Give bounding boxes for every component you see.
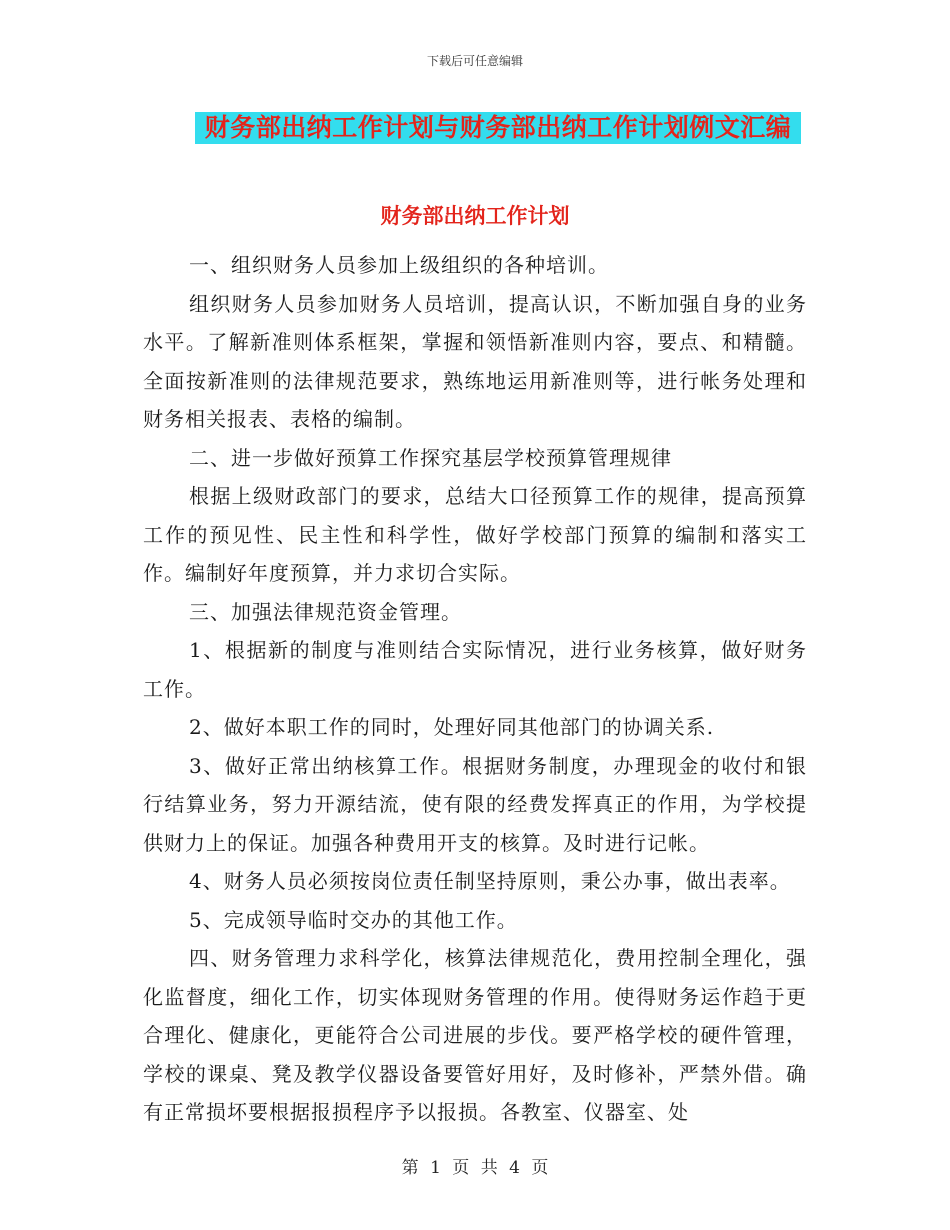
paragraph-item-4: 4、财务人员必须按岗位责任制坚持原则，秉公办事，做出表率。 bbox=[189, 869, 791, 893]
paragraph-heading-4: 四、财务管理力求科学化，核算法律规范化，费用控制全理化，强化监督度，细化工作，切实体现财务管理的作用。使得财务运作趋于更合理化、健康化，更能符合公司进展的步伐。要严格学校的硬件管理，学校的课桌、凳及教学仪器设备要管好用好，及时修补，严禁外借。确有正常损坏要根据报损程序予以报损。各教室、仪器室、处 bbox=[143, 946, 807, 1124]
page-footer: 第 1 页 共 4 页 bbox=[401, 1158, 549, 1178]
document-main-title: 财务部出纳工作计划与财务部出纳工作计划例文汇编 bbox=[195, 112, 801, 144]
paragraph-item-1: 1、根据新的制度与准则结合实际情况，进行业务核算，做好财务工作。 bbox=[143, 638, 807, 701]
paragraph-item-3: 3、做好正常出纳核算工作。根据财务制度，办理现金的收付和银行结算业务，努力开源结流，使有限的经费发挥真正的作用，为学校提供财力上的保证。加强各种费用开支的核算。及时进行记帐。 bbox=[143, 753, 807, 855]
paragraph-item-5: 5、完成领导临时交办的其他工作。 bbox=[189, 907, 518, 932]
header-note: 下载后可任意编辑 bbox=[426, 54, 523, 68]
section-title: 财务部出纳工作计划 bbox=[380, 204, 570, 228]
paragraph-budget: 根据上级财政部门的要求，总结大口径预算工作的规律，提高预算工作的预见性、民主性和科学性，做好学校部门预算的编制和落实工作。编制好年度预算，并力求切合实际。 bbox=[143, 484, 807, 585]
paragraph-item-2: 2、做好本职工作的同时，处理好同其他部门的协调关系. bbox=[189, 715, 715, 739]
paragraph-heading-2: 二、进一步做好预算工作探究基层学校预算管理规律 bbox=[189, 445, 672, 470]
paragraph-heading-1: 一、组织财务人员参加上级组织的各种培训。 bbox=[189, 253, 609, 277]
paragraph-heading-3: 三、加强法律规范资金管理。 bbox=[189, 599, 462, 624]
paragraph-training: 组织财务人员参加财务人员培训，提高认识，不断加强自身的业务水平。了解新准则体系框架，掌握和领悟新准则内容，要点、和精髓。全面按新准则的法律规范要求，熟练地运用新准则等，进行帐务处理和财务相关报表、表格的编制。 bbox=[143, 291, 807, 431]
document-body bbox=[143, 246, 807, 1132]
